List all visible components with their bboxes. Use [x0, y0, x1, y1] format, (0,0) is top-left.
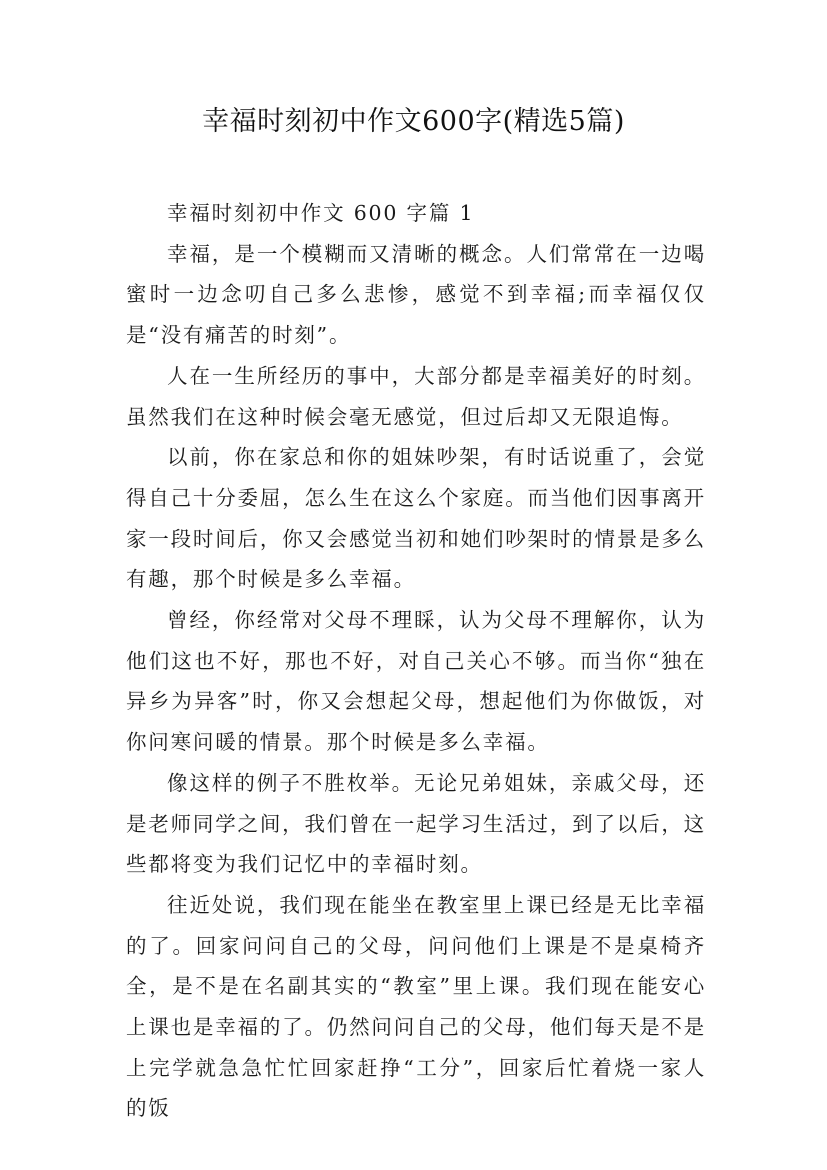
paragraph-1: 幸福，是一个模糊而又清晰的概念。人们常常在一边喝蜜时一边念叨自己多么悲惨，感觉不到幸福;而幸福仅仅是“没有痛苦的时刻”。	[126, 241, 706, 348]
paragraph-3: 以前，你在家总和你的姐妹吵架，有时话说重了，会觉得自己十分委屈，怎么生在这么个家庭。而当他们因事离开家一段时间后，你又会感觉当初和她们吵架时的情景是多么有趣，那个时候是多么幸福。	[126, 445, 706, 592]
document-title: 幸福时刻初中作文600字(精选5篇)	[202, 106, 625, 137]
document-body	[126, 193, 706, 1129]
section-heading: 幸福时刻初中作文 600 字篇 1	[167, 201, 475, 225]
paragraph-6: 往近处说，我们现在能坐在教室里上课已经是无比幸福的了。回家问问自己的父母，问问他们上课是不是桌椅齐全，是不是在名副其实的“教室”里上课。我们现在能安心上课也是幸福的了。仍然问问自己的父母，他们每天是不是上完学就急急忙忙回家赶挣“工分”，回家后忙着烧一家人的饭	[126, 892, 706, 1121]
paragraph-2: 人在一生所经历的事中，大部分都是幸福美好的时刻。虽然我们在这种时候会毫无感觉，但过后却又无限追悔。	[126, 363, 706, 429]
paragraph-4: 曾经，你经常对父母不理睬，认为父母不理解你，认为他们这也不好，那也不好，对自己关心不够。而当你“独在异乡为异客”时，你又会想起父母，想起他们为你做饭，对你问寒问暖的情景。那个时候是多么幸福。	[126, 608, 706, 755]
paragraph-5: 像这样的例子不胜枚举。无论兄弟姐妹，亲戚父母，还是老师同学之间，我们曾在一起学习生活过，到了以后，这些都将变为我们记忆中的幸福时刻。	[126, 770, 706, 877]
